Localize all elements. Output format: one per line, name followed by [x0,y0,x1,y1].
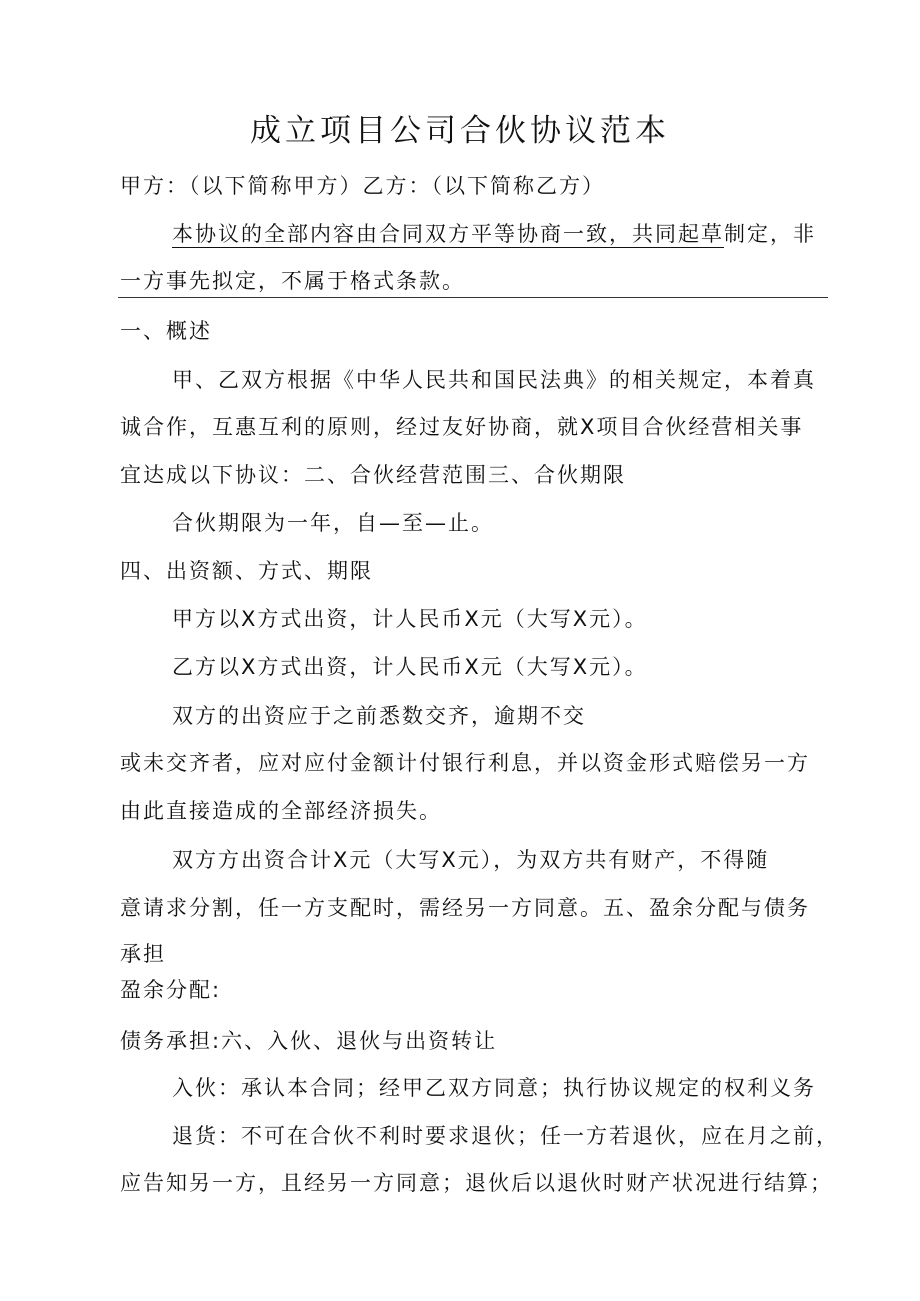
section-1-paragraph-line-3: 宜达成以下协议：二、合伙经营范围三、合伙期限 [120,463,626,487]
section-4-heading: 四、出资额、方式、期限 [120,559,373,583]
intro-line-2: 一方事先拟定，不属于格式条款。 [120,269,465,293]
section-6-heading: 债务承担:六、入伙、退伙与出资转让 [120,1029,498,1053]
total-contribution-line-2: 意请求分割，任一方支配时，需经另一方同意。五、盈余分配与债务 [120,896,810,920]
total-contribution-line-1: 双方方出资合计X元（大写X元），为双方共有财产，不得随 [172,848,770,872]
exit-clause-line-1: 退货：不可在合伙不利时要求退伙；任一方若退伙，应在月之前， [172,1124,839,1148]
total-contribution-line-3: 承担 [120,942,166,966]
deadline-line-1: 双方的出资应于之前悉数交齐，逾期不交 [172,704,586,728]
join-clause: 入伙：承认本合同；经甲乙双方同意；执行协议规定的权利义务 [172,1076,816,1100]
document-title: 成立项目公司合伙协议范本 [250,113,670,149]
contribution-party-a: 甲方以X方式出资，计人民币X元（大写X元）。 [172,607,648,631]
section-1-paragraph-line-1: 甲、乙双方根据《中华人民共和国民法典》的相关规定，本着真 [172,368,816,392]
profit-distribution-label: 盈余分配: [120,978,222,1002]
intro-line-1-rest: 制定，非 [724,222,816,246]
intro-underlined-text: 本协议的全部内容由合同双方平等协商一致，共同起草 [172,222,724,246]
intro-line-1 [172,224,816,245]
deadline-line-3: 由此直接造成的全部经济损失。 [120,799,442,823]
term-line: 合伙期限为一年，自—至—止。 [172,511,494,535]
contribution-party-b: 乙方以X方式出资，计人民币X元（大写X元）。 [172,655,648,679]
section-1-heading: 一、概述 [120,319,212,343]
parties-line: 甲方：（以下简称甲方）乙方：（以下简称乙方） [120,174,605,198]
section-1-paragraph-line-2: 诚合作，互惠互利的原则，经过友好协商，就X项目合伙经营相关事 [120,415,804,439]
divider-line [118,297,828,298]
exit-clause-line-2: 应告知另一方，且经另一方同意；退伙后以退伙时财产状况进行结算； [120,1171,833,1195]
deadline-line-2: 或未交齐者，应对应付金额计付银行利息，并以资金形式赔偿另一方 [120,751,810,775]
